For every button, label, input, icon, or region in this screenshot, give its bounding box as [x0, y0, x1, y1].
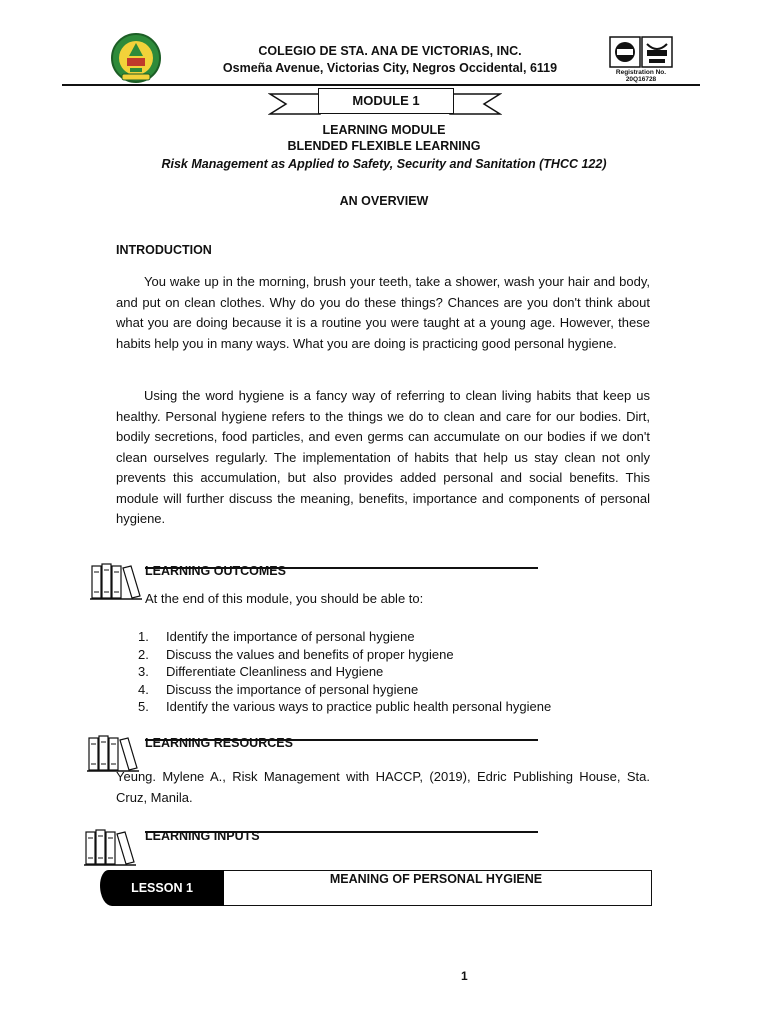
inputs-heading: LEARNING INPUTS — [145, 829, 260, 843]
list-item-number: 3. — [138, 664, 149, 680]
outcomes-heading: LEARNING OUTCOMES — [145, 564, 286, 578]
title-line-2: BLENDED FLEXIBLE LEARNING — [287, 139, 481, 153]
resources-reference: Yeung. Mylene A., Risk Management with HACCP, (2019), Edric Publishing House, Sta. Cruz, Manila. — [116, 769, 650, 805]
list-item-number: 4. — [138, 681, 149, 697]
list-item — [138, 628, 551, 646]
books-icon — [90, 560, 142, 600]
list-item — [138, 646, 551, 664]
list-item-text: Discuss the values and benefits of proper hygiene — [166, 646, 454, 662]
list-item-text: Identify the importance of personal hygiene — [166, 629, 415, 644]
list-item — [138, 681, 551, 699]
resources-heading: LEARNING RESOURCES — [145, 736, 293, 750]
introduction-paragraph-1 — [116, 272, 650, 354]
list-item-number: 5. — [138, 699, 149, 715]
registration-number: Registration No. 20Q16728 — [615, 69, 667, 83]
list-item-text: Discuss the importance of personal hygiene — [166, 681, 419, 697]
list-item — [138, 698, 551, 716]
outcomes-lead: At the end of this module, you should be able to: — [145, 591, 424, 606]
books-icon — [84, 826, 136, 866]
introduction-heading: INTRODUCTION — [116, 243, 212, 257]
title-line-1: LEARNING MODULE — [322, 123, 446, 137]
page-number: 1 — [461, 969, 468, 983]
introduction-paragraph-2 — [116, 386, 650, 530]
introduction-paragraph-1-text: You wake up in the morning, brush your teeth, take a shower, wash your hair and body, and put on clean clothes. Why do you do these things? Chances are you don't think about what you are doing because it is a routine you were taught at a young age. However, these habits help you in many ways. What you are doing is practicing good personal hygiene. — [116, 274, 650, 351]
list-item-number: 1. — [138, 629, 149, 644]
list-item-number: 2. — [138, 646, 149, 662]
course-title: Risk Management as Applied to Safety, Security and Sanitation (THCC 122) — [161, 157, 607, 171]
overview-heading: AN OVERVIEW — [339, 194, 429, 208]
module-label: MODULE 1 — [318, 88, 454, 114]
institution-address: Osmeña Avenue, Victorias City, Negros Occidental, 6119 — [222, 61, 558, 75]
outcomes-list — [138, 628, 551, 716]
list-item-text: Differentiate Cleanliness and Hygiene — [166, 664, 384, 680]
lesson-title: MEANING OF PERSONAL HYGIENE — [329, 872, 543, 886]
list-item — [138, 663, 551, 681]
school-seal-icon — [110, 32, 162, 84]
introduction-paragraph-2-text: Using the word hygiene is a fancy way of referring to clean living habits that keep us healthy. Personal hygiene refers to the things we do to clean and care for our bodies. Dirt, bodily secretions, food particles, and even germs can accumulate on our bodies if we don't clean ourselves regularly. The implementation of habits that help us stay clean not only prevents this accumulation, but also provides added personal and social benefits. This module will further discuss the meaning, benefits, importance and components of personal hygiene. — [116, 388, 650, 526]
lesson-label: LESSON 1 — [100, 870, 224, 906]
institution-name: COLEGIO DE STA. ANA DE VICTORIAS, INC. — [258, 44, 522, 58]
list-item-text: Identify the various ways to practice public health personal hygiene — [166, 699, 552, 715]
